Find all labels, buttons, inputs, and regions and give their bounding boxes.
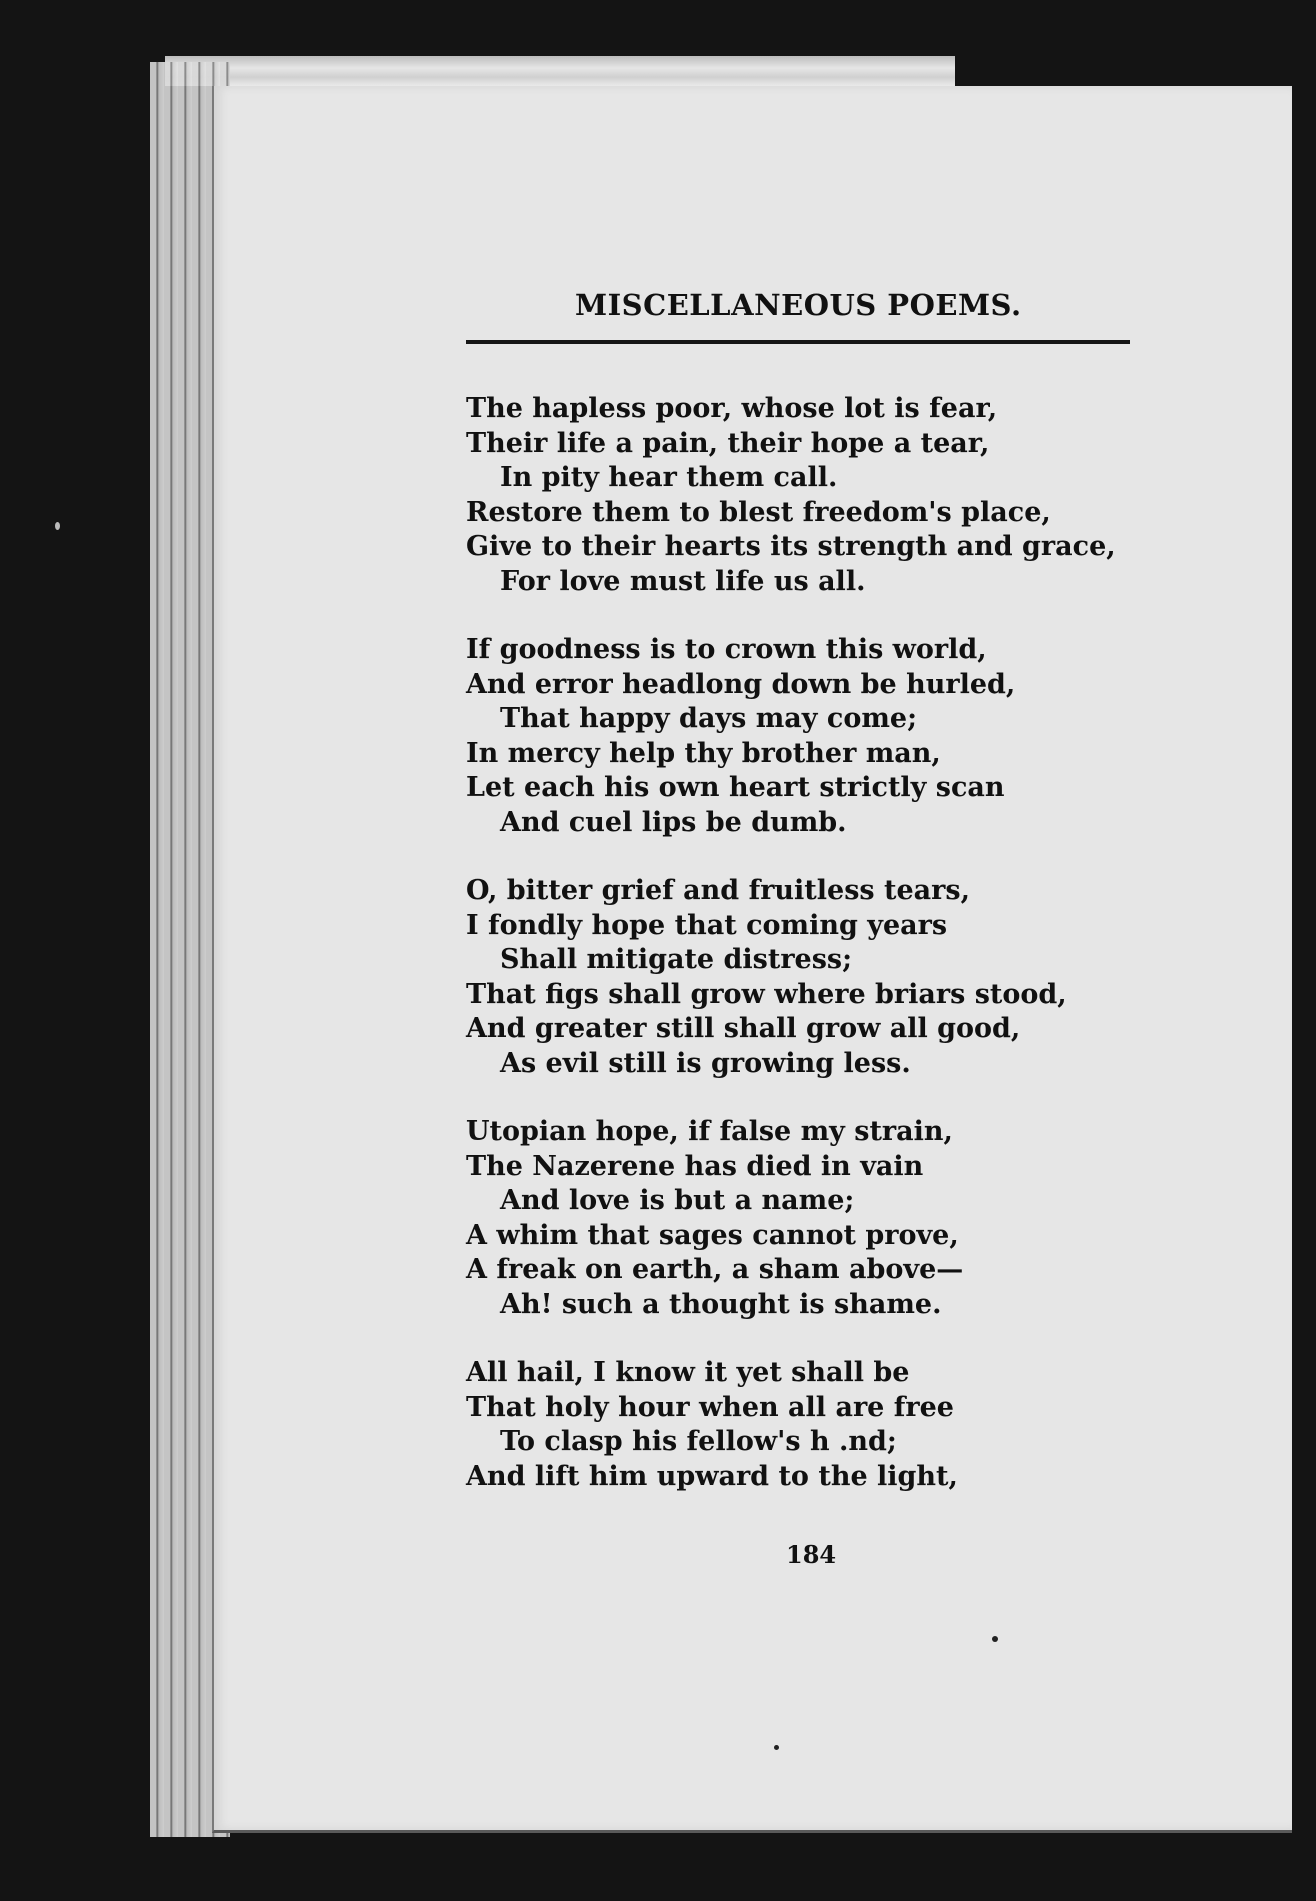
dust-speck bbox=[55, 522, 60, 530]
verse-line: And lift him upward to the light, bbox=[466, 1460, 958, 1492]
dust-speck bbox=[992, 1636, 998, 1642]
dust-speck bbox=[774, 1745, 779, 1750]
verse-line: That happy days may come; bbox=[500, 703, 918, 734]
verse-line: Ah! such a thought is shame. bbox=[500, 1288, 942, 1320]
page-number: 184 bbox=[786, 1540, 837, 1569]
verse-line: If goodness is to crown this world, bbox=[466, 634, 987, 665]
verse-line: And love is but a name; bbox=[500, 1185, 855, 1216]
stanza bbox=[466, 874, 1166, 1081]
head-rule bbox=[466, 340, 1130, 344]
stanza bbox=[466, 633, 1166, 840]
verse-line: To clasp his fellow's h .nd; bbox=[500, 1426, 897, 1457]
stanza bbox=[466, 1115, 1166, 1322]
verse-line: For love must life us all. bbox=[500, 565, 866, 597]
verse-line: Shall mitigate distress; bbox=[500, 944, 853, 975]
verse-line: The Nazerene has died in vain bbox=[466, 1150, 924, 1182]
verse-line: The hapless poor, whose lot is fear, bbox=[466, 393, 998, 424]
verse-line: All hail, I know it yet shall be bbox=[466, 1357, 910, 1388]
verse-line: And error headlong down be hurled, bbox=[466, 668, 1016, 700]
verse-line: In mercy help thy brother man, bbox=[466, 737, 941, 769]
verse-line: That figs shall grow where briars stood, bbox=[466, 978, 1067, 1010]
verse-line: A freak on earth, a sham above— bbox=[466, 1254, 964, 1285]
running-head: MISCELLANEOUS POEMS. bbox=[575, 288, 1022, 322]
verse-line: And greater still shall grow all good, bbox=[466, 1013, 1021, 1044]
verse-line: And cuel lips be dumb. bbox=[500, 806, 847, 838]
verse-line: O, bitter grief and fruitless tears, bbox=[466, 875, 970, 906]
stanza bbox=[466, 1356, 1166, 1494]
verse-line: That holy hour when all are free bbox=[466, 1391, 954, 1423]
stanza bbox=[466, 392, 1166, 599]
verse-line: As evil still is growing less. bbox=[500, 1047, 911, 1079]
verse-line: Give to their hearts its strength and grace, bbox=[466, 531, 1116, 562]
poem-body bbox=[466, 392, 1166, 1528]
verse-line: In pity hear them call. bbox=[500, 462, 838, 493]
verse-line: Let each his own heart strictly scan bbox=[466, 772, 1005, 803]
verse-line: A whim that sages cannot prove, bbox=[466, 1219, 959, 1251]
verse-line: Restore them to blest freedom's place, bbox=[466, 496, 1051, 528]
book-top-edge bbox=[165, 56, 955, 86]
verse-line: I fondly hope that coming years bbox=[466, 909, 948, 941]
verse-line: Their life a pain, their hope a tear, bbox=[466, 427, 990, 459]
verse-line: Utopian hope, if false my strain, bbox=[466, 1116, 953, 1147]
